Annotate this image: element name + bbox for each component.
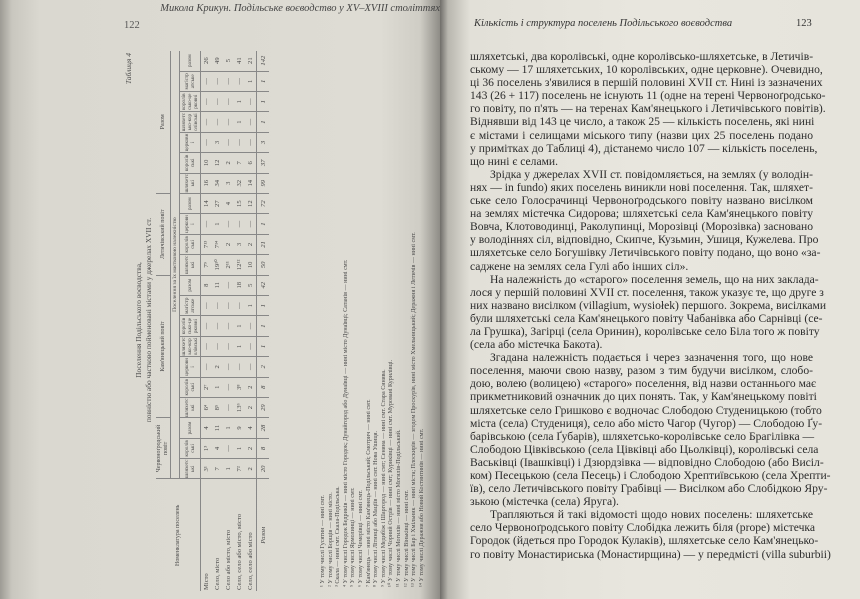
text-line: були шляхетські села Кам'янецького повіту Чабанівка або Сарнівці (се- [470,311,823,325]
footnote: ⁹ У тому числі Медибіж і Шаргород — нині смт; Сеняна — нині смт. Стара Синява. [380,369,387,587]
table-title-line: повністю або частково пойменовані містами у джерелах XVII ст. [143,217,153,423]
table-cell: — [245,214,257,234]
table-cell: 12 [245,193,257,213]
table-title-line: Поселення Подільського воєводства, [134,262,143,378]
table-cell: 5 [223,51,234,71]
table-cell: — [201,357,213,377]
text-line: (села або містечка Бакота). [470,338,603,352]
name-column-header: Номенклатура поселень [156,479,201,591]
table-cell: 11 [212,275,223,295]
footnote: ³ Скала — нині смт. Скала-Подільська. [335,486,342,587]
column-header: королівсько-церковні [181,317,199,335]
text-line: лося у першій половині XVII ст. поселення, також указує те, що друге з [470,285,824,299]
column-header: разом [180,193,201,213]
table-cell: — [212,71,223,91]
table-cell: 1 [245,295,257,315]
ownership-subheader: Поселення за їх маєтковою належністю [171,51,180,479]
table-row [245,51,257,591]
table-cell: 1 [212,377,223,397]
text-line: Трапляються й такі відомості щодо нових поселень: шляхетське [490,508,813,522]
table-cell: — [234,357,245,377]
row-name: Село, село або місто, місто [236,513,243,590]
table-cell: 72 [257,193,270,213]
row-name: Село, село або місто [247,532,254,590]
table-cell: 2¹¹ [223,255,234,275]
text-line: 143 (26 + 117) поселень не існують 11 (одне на терені Червоноґродсько- [470,89,826,103]
table-cell: — [212,112,223,132]
table-cell: 7 [234,153,245,173]
column-header: шляхетсько-королівські [181,112,199,132]
table-cell: 16 [201,173,213,193]
column-header: шляхетсько-королівські [181,337,199,356]
table-cell: 2 [223,234,234,254]
running-head-left: Микола Крикун. Подільське воєводство у XV–XVIII століттях [160,3,440,14]
table-cell: 4 [212,438,223,458]
table-cell: 1 [257,112,270,132]
table-cell: — [212,316,223,336]
table-cell: 7¹⁴ [212,234,223,254]
table-cell: 19¹⁰ [212,255,223,275]
table-cell: 42 [257,275,270,295]
text-line: що нині є селами. [470,154,559,168]
group-header: Разом [156,51,171,194]
table-cell: 8 [257,438,270,458]
table-cell: — [201,71,213,91]
text-line: є містами і селищами міського типу (назви цих 25 поселень подано [470,128,813,142]
text-line: го повіту, по п'ять — на теренах Кам'янецького і Летичівського повітів). [470,102,826,116]
rotated-table-block [120,45,430,595]
text-line: Васьківці (Івашківці) і Дзюрдзівка — відповідно Слободою (або Висіл- [470,455,824,469]
footnote: ¹³ У тому числі Бар і Хмільник — нині міста; Плоскирів — згодом Проскурів, нині місто Хмельницький; Деражня і Летичів — нині смт. [411,232,418,587]
table-cell: — [223,357,234,377]
text-line: ці 36 поселень з'явилися в першій половині XVII ст. Нині із зазначених [470,76,823,90]
text-line: на землях містечка Сидорова; шляхетські села Кам'янецького повіту [470,207,813,221]
text-line: них названо висілком (villagium, wysiołek) першого. Зокрема, висілками [470,298,827,312]
text-line: саджене на землях села Гулі або інших сіл». [470,259,689,273]
table-cell: 2 [223,153,234,173]
settlements-table [156,51,269,591]
table-cell: 1 [234,316,245,336]
table-cell: 26 [201,51,213,71]
text-line: ському — 17 шляхетських, 10 королівських, одне церковне). Очевидно, [470,63,823,77]
text-line: міста (села) Студениця), село або місто Чагор (Чугор) — Слободою Ґу- [470,416,823,430]
table-cell: 29 [257,397,270,417]
table-cell: 37 [257,153,270,173]
table-cell: 1 [223,418,234,438]
table-cell: — [223,112,234,132]
footnote: ¹² У тому числі Віньківці — нині смт. [403,490,410,587]
table-cell: 10 [201,153,213,173]
table-cell: — [201,214,213,234]
table-cell: — [201,316,213,336]
column-header: разом [180,51,201,71]
table-cell: 8 [201,275,213,295]
table-cell: 10 [245,255,257,275]
table-cell: 1 [234,91,245,111]
column-header: шляхетські [180,255,201,275]
row-name: Село або місто, місто [225,529,232,590]
table-cell: — [201,336,213,356]
table-cell: 99 [257,173,270,193]
footnote: ¹ У тому числі Гусятин — нині смт. [320,495,326,587]
footnote: ⁴ У тому числі Городок Бедриків — нині місто Городок; Дунайгород або Дунаївці — нині місто Дунаївці; Сатанів — нині смт. [342,259,349,587]
text-line: ське село Голосрачинці Червоноґродського повіту названо висілком [470,194,813,208]
table-cell: 1 [257,316,270,336]
table-cell: — [234,132,245,152]
table-cell: 2 [245,438,257,458]
table-cell: 14 [245,173,257,193]
table-cell: 1 [223,459,234,479]
table-cell: — [245,91,257,111]
group-header: Летичівський повіт [156,193,171,275]
column-header: королівські [180,377,201,397]
footnote: ¹⁴ У тому числі Деражня або Новий Костянтинів — нині смт. [418,428,425,587]
table-cell: 3 [234,234,245,254]
table-cell: 2 [257,357,270,377]
table-cell: 3 [257,132,270,152]
table-cell: — [245,357,257,377]
table-cell: 3¹ [201,459,213,479]
table-cell: — [245,112,257,132]
column-header: шляхетські [180,459,201,479]
table-cell: 4 [201,418,213,438]
table-cell: 1 [245,71,257,91]
text-line: дою, волею (волицею) «старого» поселення, від назви останнього має [470,377,817,391]
table-cell: 7¹³ [201,234,213,254]
table-cell: 5 [245,275,257,295]
table-cell: 7 [212,459,223,479]
table-cell: 13⁶ [234,397,245,417]
table-cell: — [223,132,234,152]
text-line: ком) Песецькою (села Песець) і Слободою Хрептиївською (села Хрепти- [470,469,831,482]
table-cell: 142 [257,51,270,71]
table-cell: 1 [234,112,245,132]
table-cell: 6⁴ [201,397,213,417]
table-label: Таблиця 4 [124,53,133,85]
table-cell: 2⁷ [201,377,213,397]
text-line: На належність до «старого» поселення земель, що на них заклада- [490,272,819,286]
table-cell: 50 [257,255,270,275]
table-row [201,51,213,591]
table-cell: 2 [245,459,257,479]
table-cell: — [234,295,245,315]
table-cell: — [223,397,234,417]
table-cell: 21 [245,51,257,71]
table-cell: 1 [234,438,245,458]
table-cell: — [223,295,234,315]
table-cell: 32 [234,173,245,193]
table-body [201,51,270,591]
table-cell: 3⁸ [234,377,245,397]
text-line: Віднявши від 143 це число, а також 25 — кількість поселень, які нині [470,115,815,129]
table-title [134,45,153,595]
table-cell: 1 [212,214,223,234]
text-line: у примітках до Таблиці 4), дістанемо число 107 — кількість поселень, [470,141,818,155]
column-header: шляхетські [180,397,201,417]
table-cell: 7² [234,459,245,479]
page-number-left: 122 [124,20,140,31]
text-line: поселення, маючи свою назву, разом з тим будучи висілком, слобо- [470,364,813,378]
table-cell: — [223,91,234,111]
table-cell: 12 [212,153,223,173]
table-cell: — [245,316,257,336]
table-cell: 2 [245,377,257,397]
table-cell: 2 [245,234,257,254]
text-line: шляхетське село Гришково є водночас Слободою Студеницькою (тобто [470,403,822,417]
table-cell: 3 [212,132,223,152]
table-cell: 1 [257,71,270,91]
body-text [470,50,831,561]
text-line: у володіннях сіл, відповідно, Скипче, Кузьмин, Ушиця, Кужелева. Про [470,233,819,247]
text-line: шляхетське село Богушівку Летичівського повіту подано, що воно «за- [470,246,821,260]
column-header: церковні [180,214,201,234]
table-cell: — [234,71,245,91]
table-cell: 41 [234,51,245,71]
table-cell: — [223,316,234,336]
table-cell: 8⁵ [212,397,223,417]
table-cell: 18 [234,275,245,295]
group-header: Червоноґродський повіт [156,418,171,479]
table-cell: 8 [257,377,270,397]
table-cell: — [245,132,257,152]
text-line: Зрідка у джерелах XVII ст. повідомляється, на землях (у володін- [490,167,813,181]
text-line: Слободою Цівківською (села Цівківці або Цьолківці), королівські села [470,442,819,456]
table-cell: 3 [223,173,234,193]
table-cell: 11 [212,418,223,438]
table-cell: — [212,295,223,315]
column-header: церковні [180,357,201,377]
table-cell: 1 [257,214,270,234]
table-cell: 2 [245,397,257,417]
table-cell: 9 [234,418,245,438]
table-cell: 1 [234,336,245,356]
text-line: зькою (містечка (села) Яруга). [470,495,619,509]
column-header: разом [180,418,201,438]
table-cell: — [201,112,213,132]
table-cell: — [223,336,234,356]
text-line: прикметниковий означник до цих понять. Так, у Кам'янецькому повіті [470,390,817,404]
column-header: королівсько-церковні [181,93,199,110]
text-line: барівською (села Ґубарів), шляхетсько-королівське село Брагілівка — [470,429,815,443]
table-cell: 7⁹ [201,255,213,275]
footnote: ⁸ У тому числі Літинці або Маціїв — нині смт. Нова Ушиця. [373,431,380,587]
table-row [234,51,245,591]
table-cell: 49 [212,51,223,71]
table-cell: — [201,295,213,315]
text-line: село Червоноґродського повіту Слобідка лежить біля (prope) містечка [470,521,816,535]
text-line: Городок (йдеться про Городок Кулаків), шляхетське село Кам'янецько- [470,534,819,548]
row-name: Село, місто [214,557,221,590]
table-cell: 20 [257,459,270,479]
table-cell: 4 [245,418,257,438]
column-header: магістратське [180,295,201,315]
footnote: ⁶ У тому числі Чемерівці — нині смт. [357,490,364,587]
table-cell: 28 [257,418,270,438]
column-header: королівські [180,438,201,458]
table-cell: 2 [212,357,223,377]
text-line: шляхетські, два королівські, одне королівсько-шляхетське, в Летичів- [470,50,814,63]
table-cell: — [223,71,234,91]
column-header: королівські [180,234,201,254]
footnote: ¹⁰ У тому числі Чорний Острів — нині смт; Куриківці — нині смт. Муровані Курилівці. [388,359,395,587]
text-line: їв), село Летичівського повіту Грабівці — Висілком або Слобідкою Яру- [470,482,828,496]
table-row [223,51,234,591]
footnote: ⁵ У тому числі Ярмолинці — нині смт. [350,487,357,587]
table-cell: — [223,377,234,397]
column-header: шляхетські [180,173,201,193]
table-cell: 6 [245,153,257,173]
text-line: Вовча, Клотоводинці, Раколупинці, Морозівці (Морозівка) засновано [470,220,813,234]
table-cell: 1 [257,295,270,315]
table-cell: 34 [212,173,223,193]
table-cell: — [212,336,223,356]
column-header: церковні [180,132,201,152]
row-name: Разом [257,479,270,591]
text-line: ла Грушка), Загірці (села Оринин), королівське село Біла того ж повіту [470,324,820,338]
table-cell: 4 [223,193,234,213]
column-header: магістратське [180,71,201,91]
table-cell: 1³ [201,438,213,458]
text-line: Згадана належність подається і через зазначення того, що нове [490,351,813,365]
footnote: ¹¹ У тому числі Могилів — нині місто Могилів-Подільський. [395,429,402,587]
table-cell: 1 [257,91,270,111]
table-cell: 14 [201,193,213,213]
table-cell: — [223,275,234,295]
text-line: го повіту Монастириська (Монастирщина) — у передмісті (villa suburbii) [470,547,831,561]
text-line: нях — in fundo) яких поселень виникли нові поселення. Так, шляхет- [470,180,813,194]
table-cell: — [201,91,213,111]
group-header: Кам'янецький повіт [156,275,171,418]
column-header: королівські [180,153,201,173]
page-number-right: 123 [796,18,812,29]
row-name: Місто [203,573,210,590]
footnote: ⁷ Кам'янець — нині місто Кам'янець-Подільський; Смотрич — нині смт. [365,399,372,587]
table-cell: — [201,132,213,152]
table-cell: — [212,91,223,111]
table-cell: — [223,438,234,458]
table-cell: 1 [257,336,270,356]
footnote: ² У тому числі Борщів — нині місто. [327,492,334,587]
table-cell: — [245,336,257,356]
table-row [212,51,223,591]
running-head-right: Кількість і структура поселень Подільського воєводства [474,18,733,29]
table-cell: — [234,214,245,234]
table-cell: 27 [212,193,223,213]
table-cell: 21 [257,234,270,254]
footnotes [320,47,426,587]
table-cell: 12¹² [234,255,245,275]
table-cell: 15 [234,193,245,213]
total-row [257,51,270,591]
column-header: разом [180,275,201,295]
table-cell: — [223,214,234,234]
